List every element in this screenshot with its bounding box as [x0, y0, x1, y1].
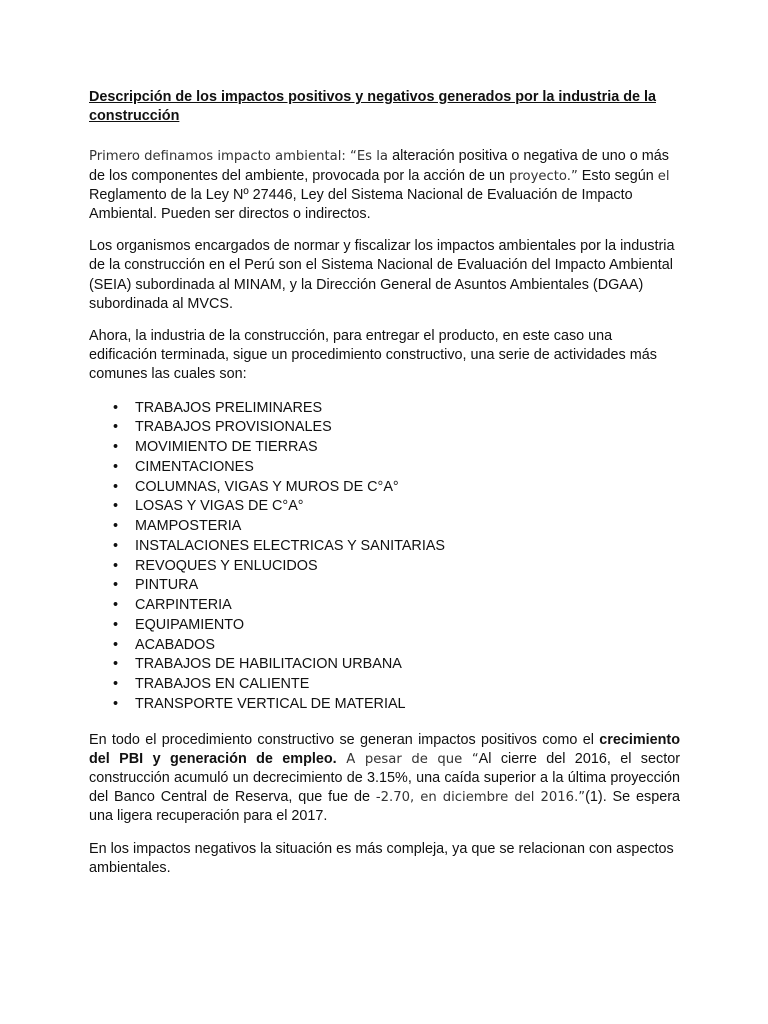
list-item: • COLUMNAS, VIGAS Y MUROS DE C°A° [89, 478, 680, 498]
paragraph-positive-intro: En todo el procedimiento constructivo se generan impactos positivos como el [89, 731, 600, 748]
paragraph-definition-law: Reglamento de la Ley Nº 27446, Ley del Sistema Nacional de Evaluación de Impacto Ambiental. Pueden ser directos o indirectos. [89, 186, 633, 223]
list-item: • EQUIPAMIENTO [89, 616, 680, 636]
list-item: • TRABAJOS PRELIMINARES [89, 399, 680, 419]
paragraph-positive-highlight: crecimiento del PBI y generación de empleo. [89, 731, 680, 767]
activities-list [89, 399, 680, 715]
paragraph-positive-figure: -2.70, en diciembre del 2016.” [375, 790, 586, 806]
paragraph-definition-article: el [657, 168, 670, 184]
paragraph-definition-intro: Primero definamos impacto ambiental: “Es la [89, 149, 393, 165]
paragraph-positive-despite: A pesar de que “ [336, 751, 479, 767]
list-item: • CIMENTACIONES [89, 458, 680, 478]
list-item: • ACABADOS [89, 636, 680, 656]
list-item: • TRABAJOS DE HABILITACION URBANA [89, 655, 680, 675]
list-item: • INSTALACIONES ELECTRICAS Y SANITARIAS [89, 537, 680, 557]
paragraph-procedure: Ahora, la industria de la construcción, para entregar el producto, en este caso una edificación terminada, sigue un procedimiento constructivo, una serie de actividades más comunes las cuales son: [89, 328, 657, 383]
paragraph-definition-quote: alteración positiva o negativa de uno o más de los componentes del ambiente, provocada por la acción de un [89, 148, 669, 184]
list-item: • PINTURA [89, 576, 680, 596]
list-item: • MOVIMIENTO DE TIERRAS [89, 438, 680, 458]
list-item: • CARPINTERIA [89, 596, 680, 616]
list-item: • TRABAJOS PROVISIONALES [89, 418, 680, 438]
document-title: Descripción de los impactos positivos y negativos generados por la industria de la construcción [89, 89, 656, 125]
paragraph-positive-impacts [89, 731, 680, 827]
list-item: • TRANSPORTE VERTICAL DE MATERIAL [89, 695, 680, 715]
list-item: • TRABAJOS EN CALIENTE [89, 675, 680, 695]
paragraph-organisms: Los organismos encargados de normar y fiscalizar los impactos ambientales por la industria de la construcción en el Perú son el Sistema Nacional de Evaluación del Impacto Ambiental (SEIA) subordinada al MINAM, y la Dirección General de Asuntos Ambientales (DGAA) subordinada al MVCS. [89, 238, 675, 312]
list-item: • MAMPOSTERIA [89, 517, 680, 537]
paragraph-definition-source: Esto según [577, 167, 658, 184]
paragraph-positive-outlook: (1). Se espera una ligera recuperación para el 2017. [89, 789, 681, 825]
paragraph-negative-impacts: En los impactos negativos la situación es más compleja, ya que se relacionan con aspectos ambientales. [89, 840, 674, 876]
paragraph-positive-quote: Al cierre del 2016, el sector construcción acumuló un decrecimiento de 3.15%, una caída superior a la última proyección del Banco Central de Reserva, que fue de [89, 750, 680, 806]
list-item: • REVOQUES Y ENLUCIDOS [89, 557, 680, 577]
list-item: • LOSAS Y VIGAS DE C°A° [89, 497, 680, 517]
paragraph-definition-quote-end: proyecto.” [509, 168, 578, 184]
paragraph-definition [89, 147, 680, 224]
